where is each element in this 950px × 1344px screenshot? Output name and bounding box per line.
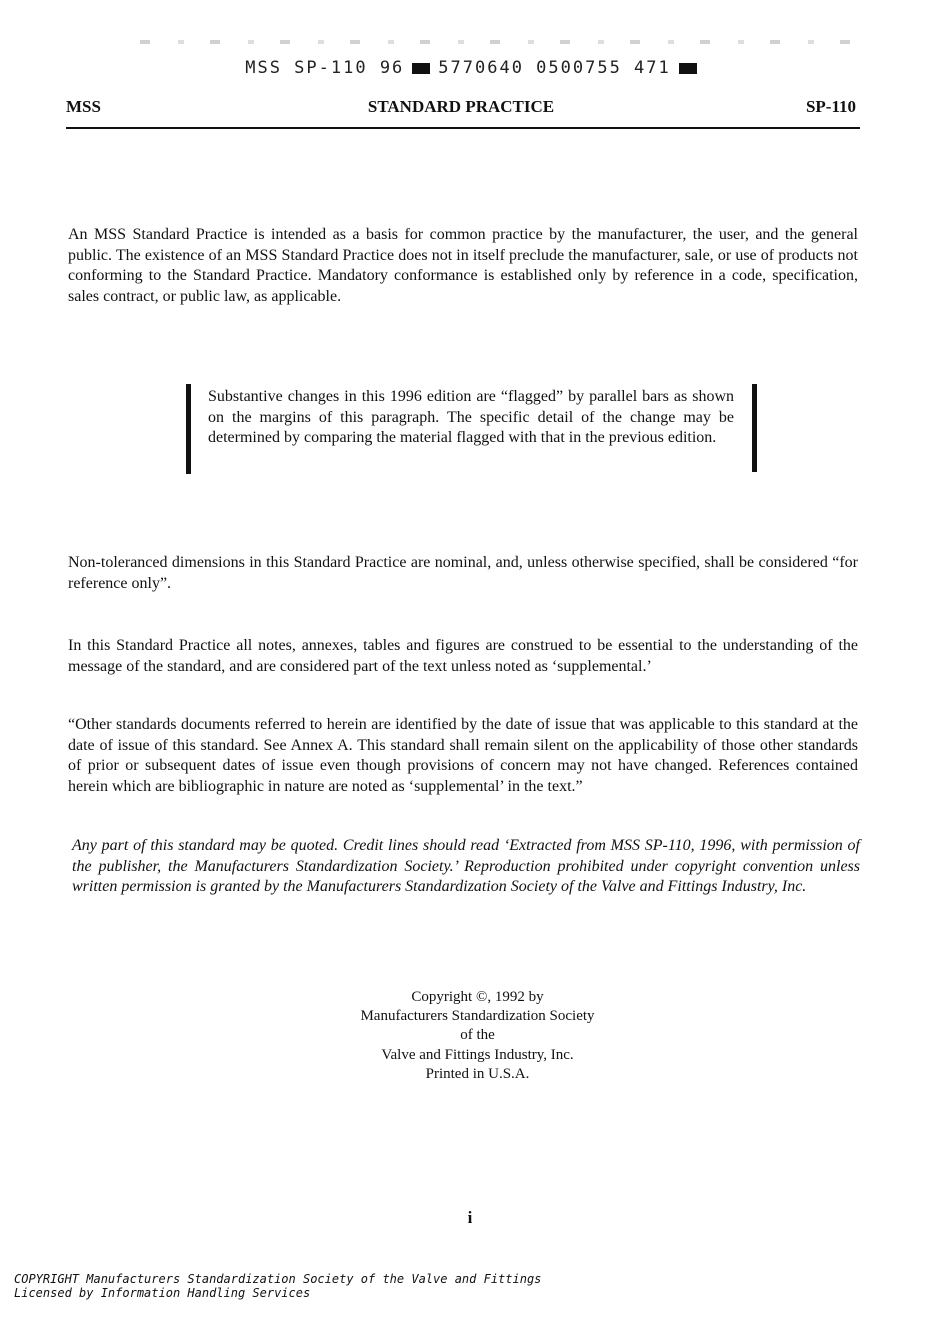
scan-doc-code: MSS SP-110 96	[245, 58, 405, 78]
footer-license-line: Licensed by Information Handling Services	[14, 1286, 311, 1300]
change-flag-bar-left	[186, 384, 191, 474]
copyright-line: Printed in U.S.A.	[425, 1065, 530, 1082]
copyright-line: Valve and Fittings Industry, Inc.	[381, 1046, 574, 1063]
page-header	[66, 97, 856, 121]
redaction-block	[679, 63, 697, 74]
notes-paragraph: In this Standard Practice all notes, annexes, tables and figures are construed to be essential to the understanding of the message of the standard, and are considered part of the text unless noted as ‘supplemental.’	[68, 637, 858, 675]
quote-permission-paragraph: Any part of this standard may be quoted. Credit lines should read ‘Extracted from MSS SP-110, 1996, with permission of the publisher, the Manufacturers Standardization Society.’ Reproduction prohibited under copyright convention unless written permission is granted by the Manufacturers Standardization Society of the Valve and Fittings Industry, Inc.	[72, 837, 860, 896]
copyright-line: Manufacturers Standardization Society	[360, 1008, 595, 1025]
scan-serial: 5770640 0500755 471	[438, 58, 671, 78]
redaction-block	[412, 63, 430, 74]
footer-copyright-line: COPYRIGHT Manufacturers Standardization Society of the Valve and Fittings	[14, 1272, 542, 1286]
copyright-line: of the	[460, 1027, 495, 1044]
scan-noise	[140, 40, 860, 44]
other-standards-paragraph: “Other standards documents referred to herein are identified by the date of issue that was applicable to this standard at the date of issue of this standard. See Annex A. This standard shall remain silent on the applicability of those other standards of prior or subsequent dates of issue even though provisions of concern may not have changed. References contained herein which are bibliographic in nature are noted as ‘supplemental’ in the text.”	[68, 716, 858, 796]
copyright-block	[0, 988, 950, 1084]
page-number: i	[467, 1208, 473, 1227]
license-footer	[14, 1272, 541, 1300]
header-rule	[66, 127, 860, 129]
header-org: MSS	[66, 97, 101, 116]
change-flag-bar-right	[752, 384, 757, 472]
flag-note-paragraph: Substantive changes in this 1996 edition are “flagged” by parallel bars as shown on the margins of this paragraph. The specific detail of the change may be determined by comparing the material flagged with that in the previous edition.	[208, 388, 734, 447]
scan-id-line	[0, 58, 950, 78]
intro-paragraph: An MSS Standard Practice is intended as a basis for common practice by the manufacturer, the user, and the general public. The existence of an MSS Standard Practice does not in itself preclude the manufacturer, sale, or use of products not conforming to the Standard Practice. Mandatory conformance is established only by reference in a code, specification, sales contract, or public law, as applicable.	[68, 226, 858, 306]
non-toleranced-paragraph: Non-toleranced dimensions in this Standard Practice are nominal, and, unless otherwise specified, shall be considered “for reference only”.	[68, 554, 858, 592]
header-doc-number: SP-110	[805, 97, 856, 116]
header-title: STANDARD PRACTICE	[367, 97, 555, 116]
copyright-line: Copyright ©, 1992 by	[411, 989, 544, 1005]
